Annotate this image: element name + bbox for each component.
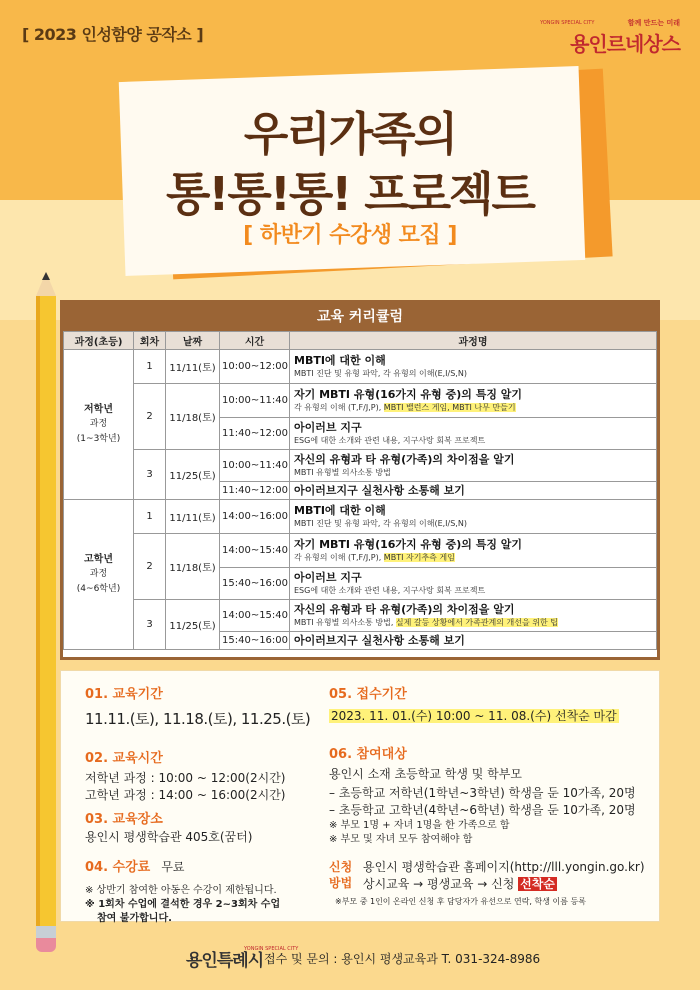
target-note-2: ※ 부모 및 자녀 모두 참여해야 함 (329, 834, 473, 845)
fee-row (85, 856, 325, 876)
pencil-eraser-icon (36, 938, 56, 952)
footer-contact: 접수 및 문의 : 용인시 평생교육과 T. 031-324-8986 (264, 952, 541, 966)
time-cell: 10:00~12:00 (220, 350, 290, 384)
place-value: 용인시 평생학습관 405호(꿈터) (85, 830, 253, 844)
target-note-1: ※ 부모 1명 + 자녀 1명을 한 가족으로 함 (329, 820, 510, 831)
apply-first-come: 선착순 (520, 877, 555, 891)
date-cell: 11/25(토) (166, 600, 220, 650)
col-session: 회차 (134, 332, 166, 350)
apply-label (329, 859, 363, 893)
course-desc (294, 552, 654, 563)
period-value: 11.11.(토), 11.18.(토), 11.25.(토) (85, 710, 311, 728)
session-cell: 1 (134, 500, 166, 534)
content-cell (290, 450, 657, 482)
target-high: – 초등학교 고학년(4학년~6학년) 학생을 둔 10가족, 20명 (329, 803, 636, 817)
session-cell: 2 (134, 534, 166, 600)
date-cell: 11/11(토) (166, 350, 220, 384)
date-cell: 11/11(토) (166, 500, 220, 534)
time-high: 고학년 과정 : 14:00 ~ 16:00(2시간) (85, 788, 286, 802)
info-panel (60, 670, 660, 922)
time-cell: 14:00~15:40 (220, 534, 290, 568)
course-desc-text: 각 유형의 이해 (T,F/J,P), (294, 553, 382, 562)
course-title: MBTI에 대한 이해 (294, 354, 386, 367)
course-desc: MBTI 진단 및 유형 파악, 각 유형의 이해(E,I/S,N) (294, 519, 467, 528)
recruit-title: 05. 접수기간 (329, 687, 407, 702)
course-title: 아이러브지구 실천사항 소통해 보기 (294, 633, 465, 647)
track-high (64, 500, 134, 650)
course-title: 자신의 유형과 타 유형(가족)의 차이점을 알기 (294, 603, 515, 616)
time-cell: 11:40~12:00 (220, 418, 290, 450)
recruit-row (329, 708, 655, 725)
course-title: 자신의 유형과 타 유형(가족)의 차이점을 알기 (294, 453, 515, 466)
logo-name: 용인르네상스 (570, 32, 680, 56)
time-cell: 14:00~16:00 (220, 500, 290, 534)
pencil-lead-icon (42, 272, 50, 280)
curriculum-heading: 교육 커리큘럼 (63, 303, 657, 331)
session-cell: 3 (134, 600, 166, 650)
content-cell (290, 500, 657, 534)
session-cell: 3 (134, 450, 166, 500)
table-row (64, 350, 657, 384)
info-left (85, 683, 325, 926)
session-cell: 2 (134, 384, 166, 450)
logo-slogan: 함께 만드는 미래 (627, 19, 680, 27)
logo-sub-en: YONGIN SPECIAL CITY (540, 20, 595, 26)
content-cell (290, 384, 657, 418)
track-high-grade: (4~6학년) (76, 584, 121, 594)
course-desc-highlight: MBTI 밸런스 게임, MBTI 나무 만들기 (383, 403, 516, 412)
fee-title: 04. 수강료 (85, 860, 151, 875)
table-row (64, 600, 657, 632)
table-row (64, 534, 657, 568)
target-value: 용인시 소재 초등학교 학생 및 학부모 (329, 767, 522, 781)
content-cell (290, 482, 657, 500)
course-desc-highlight: 실제 갈등 상황에서 가족관계의 개선을 위한 팁 (395, 618, 559, 627)
course-desc (294, 402, 654, 413)
content-cell (290, 418, 657, 450)
time-title: 02. 교육시간 (85, 751, 163, 766)
course-desc: ESG에 대한 소개와 관련 내용, 지구사랑 회복 프로젝트 (294, 586, 486, 595)
apply-block (329, 859, 655, 893)
apply-line-2 (363, 876, 645, 893)
footer-logo: 용인특례시 (186, 951, 264, 971)
track-high-name2: 과정 (89, 569, 108, 579)
col-date: 날짜 (166, 332, 220, 350)
date-cell: 11/25(토) (166, 450, 220, 500)
content-cell (290, 350, 657, 384)
course-title: 아이러브지구 실천사항 소통해 보기 (294, 483, 465, 497)
track-low-name: 저학년 (84, 404, 113, 415)
footer-logo-sub: YONGIN SPECIAL CITY (244, 946, 299, 952)
note-first-half: ※ 상반기 참여한 아동은 수강이 제한됩니다. (85, 885, 277, 896)
place-title: 03. 교육장소 (85, 812, 163, 827)
track-low (64, 350, 134, 500)
apply-label-1: 신청 (329, 860, 353, 874)
date-cell: 11/18(토) (166, 384, 220, 450)
course-title: 아이러브 지구 (294, 571, 362, 584)
time-cell: 14:00~15:40 (220, 600, 290, 632)
date-cell: 11/18(토) (166, 534, 220, 600)
pencil-band-icon (36, 926, 56, 938)
table-row (64, 500, 657, 534)
track-low-name2: 과정 (89, 419, 108, 429)
content-cell (290, 568, 657, 600)
apply-content (363, 859, 645, 893)
course-desc: MBTI 유형별 의사소통 방법 (294, 468, 391, 477)
table-header-row (64, 332, 657, 350)
col-time: 시간 (220, 332, 290, 350)
course-desc-highlight: MBTI 자기추측 게임 (383, 553, 455, 562)
table-row (64, 384, 657, 418)
track-high-name: 고학년 (84, 554, 113, 565)
note-absence-2: 참여 불가합니다. (97, 913, 172, 924)
col-course: 과정(초등) (64, 332, 134, 350)
target-title: 06. 참여대상 (329, 747, 407, 762)
apply-path: 상시교육 → 평생교육 → 신청 (363, 877, 515, 891)
curriculum-section (60, 300, 660, 660)
track-low-grade: (1~3학년) (76, 434, 121, 444)
time-cell: 10:00~11:40 (220, 450, 290, 482)
course-title: 자기 MBTI 유형(16가지 유형 중)의 특징 알기 (294, 388, 523, 401)
content-cell (290, 600, 657, 632)
recruit-value: 2023. 11. 01.(수) 10:00 ~ 11. 08.(수) 선착순 마감 (331, 709, 617, 723)
session-cell: 1 (134, 350, 166, 384)
content-cell (290, 632, 657, 650)
apply-label-2: 방법 (329, 876, 353, 890)
yongin-renaissance-logo (540, 18, 680, 57)
title-line-1: 우리가족의 (243, 107, 457, 161)
col-title: 과정명 (290, 332, 657, 350)
course-desc-text: 각 유형의 이해 (T,F/J,P), (294, 403, 382, 412)
course-desc: ESG에 대한 소개와 관련 내용, 지구사랑 회복 프로젝트 (294, 436, 486, 445)
course-desc-text: MBTI 유형별 의사소통 방법, (294, 618, 394, 627)
curriculum-table (63, 331, 657, 650)
course-desc (294, 617, 654, 628)
time-low: 저학년 과정 : 10:00 ~ 12:00(2시간) (85, 771, 286, 785)
time-cell: 10:00~11:40 (220, 384, 290, 418)
title-line-2: 통!통!통! 프로젝트 (165, 167, 534, 221)
course-desc: MBTI 진단 및 유형 파악, 각 유형의 이해(E,I/S,N) (294, 369, 467, 378)
course-title: MBTI에 대한 이해 (294, 504, 386, 517)
course-title: 자기 MBTI 유형(16가지 유형 중)의 특징 알기 (294, 538, 523, 551)
pencil-body-icon (36, 296, 56, 926)
info-right (329, 683, 655, 909)
fee-value: 무료 (161, 860, 185, 874)
target-low: – 초등학교 저학년(1학년~3학년) 학생을 둔 10가족, 20명 (329, 786, 636, 800)
subtitle: [ 하반기 수강생 모집 ] (243, 223, 457, 248)
time-cell: 15:40~16:00 (220, 632, 290, 650)
apply-note: ※부모 중 1인이 온라인 신청 후 담당자가 유선으로 연락, 학생 이름 등록 (335, 897, 586, 906)
time-cell: 15:40~16:00 (220, 568, 290, 600)
time-cell: 11:40~12:00 (220, 482, 290, 500)
apply-line-1: 용인시 평생학습관 홈페이지(http://lll.yongin.go.kr) (363, 860, 645, 874)
period-title: 01. 교육기간 (85, 687, 163, 702)
course-title: 아이러브 지구 (294, 421, 362, 434)
content-cell (290, 534, 657, 568)
table-row (64, 450, 657, 482)
event-tag: [ 2023 인성함양 공작소 ] (22, 25, 204, 44)
note-absence-1: ※ 1회차 수업에 결석한 경우 2~3회차 수업 (85, 899, 281, 910)
